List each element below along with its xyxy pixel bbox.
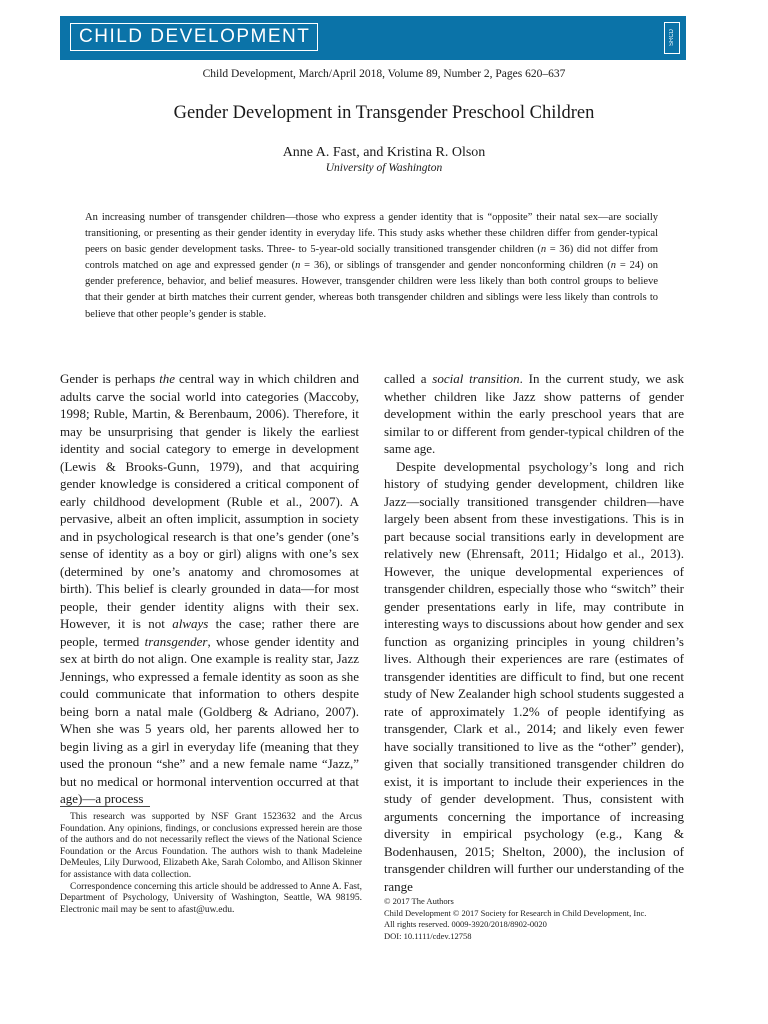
abstract-n: n <box>610 260 617 272</box>
emphasis-text: the <box>159 371 176 386</box>
body-text: the case; rather there are people, termed <box>60 616 359 649</box>
emphasis-text: transgender <box>144 633 208 649</box>
rights-line: All rights reserved. 0009-3920/2018/8902-0020 <box>384 919 547 929</box>
author-footnote <box>60 812 362 916</box>
copyright-block <box>384 896 694 942</box>
journal-title: CHILD DEVELOPMENT <box>79 26 311 47</box>
body-text: Gender is perhaps <box>60 371 160 386</box>
article-title: Gender Development in Transgender Preschool Children <box>173 103 595 123</box>
abstract-text: = 36) did not differ from controls matched on age and expressed gender ( <box>85 244 659 272</box>
body-paragraph <box>60 370 359 808</box>
body-column-right <box>384 370 684 895</box>
author-affiliation: University of Washington <box>325 162 443 174</box>
abstract-n: n <box>540 244 547 256</box>
journal-banner <box>60 16 686 60</box>
abstract <box>85 210 658 323</box>
srcd-logo-text: SRCD <box>668 29 675 47</box>
emphasis-text: social transition <box>432 371 520 386</box>
journal-citation: Child Development, March/April 2018, Volume 89, Number 2, Pages 620–637 <box>202 68 566 80</box>
body-column-left <box>60 370 359 808</box>
journal-title-box <box>70 23 318 51</box>
doi-line: DOI: 10.1111/cdev.12758 <box>384 930 472 941</box>
abstract-text: = 24) on gender preference, behavior, and belief measures. However, transgender children were less likely than both control groups to believe that their gender at birth matches their current gender, whereas both transgender children and siblings were less likely than controls to believe that other people’s gender is stable. <box>85 260 658 320</box>
funding-note: This research was supported by NSF Grant 1523632 and the Arcus Foundation. Any opinions, findings, or conclusions expressed herein are those of the authors and do not necessarily reflect the views of the National Science Foundation or the Arcus Foundation. The authors wish to thank Madeleine DeMeules, Lily Durwood, Elizabeth Ake, Sarah Colombo, and Allison Skinner for assistance with data collection. <box>60 812 362 880</box>
body-paragraph: Despite developmental psychology’s long and rich history of studying gender development, children like Jazz—socially transitioned transgender children—have largely been absent from these investigations. This is in part because social transitions early in development are relatively new (Ehrensaft, 2011; Hidalgo et al., 2013). However, the unique developmental experiences of transgender children, especially those who “switch” their gender presentations early in life, may contribute in interesting ways to discussions about how gender and sex function as organizing principles in young children’s lives. Although their experiences are rare (estimates of transgender identities are difficult to find, but one recent study of New Zealander high school students suggested a rate of approximately 1.2% of people identifying as transgender, Clark et al., 2014; and likely even fewer have socially transitioned to live as the “other” gender), given that socially transitioned transgender children do exist, it is important to include their experiences in the study of gender development. Thus, consistent with arguments concerning the importance of increasing diversity in empirical psychology (e.g., Kang & Bodenhausen, 2015; Shelton, 2000), the inclusion of transgender children will further our understanding of the range <box>384 458 684 894</box>
abstract-text: = 36), or siblings of transgender and gender nonconforming children ( <box>300 260 611 272</box>
body-text: . In the current study, we ask whether children like Jazz show patterns of gender development within the early preschool years that are similar to or different from gender-typical children of the same age. <box>384 371 684 456</box>
body-text: called a <box>384 371 433 386</box>
body-text: , whose gender identity and sex at birth do not align. One example is reality star, Jazz Jennings, who expressed a female identity as soon as she could communicate that information to others despite being born a natal male (Goldberg & Adriano, 2007). When she was 5 years old, her parents allowed her to begin living as a girl in everyday life (meaning that they used the pronoun “she” and a new female name “Jazz,” but no medical or hormonal intervention occurred at that age)—a process <box>60 633 359 806</box>
copyright-line: © 2017 The Authors <box>384 896 454 906</box>
abstract-text: An increasing number of transgender children—those who express a gender identity that is “opposite” their natal sex—are socially transitioning, or presenting as their gender identity in everyday life. This study asks whether these children differ from gender-typical peers on basic gender development tasks. Three- to 5-year-old socially transitioned transgender children ( <box>85 212 658 256</box>
srcd-logo-icon <box>664 22 680 54</box>
copyright-line: Child Development © 2017 Society for Research in Child Development, Inc. <box>384 907 647 918</box>
footnote-divider <box>60 806 150 807</box>
emphasis-text: always <box>172 616 209 631</box>
body-paragraph <box>384 370 684 458</box>
abstract-n: n <box>295 260 301 272</box>
article-authors: Anne A. Fast, and Kristina R. Olson <box>282 145 486 160</box>
correspondence-note: Correspondence concerning this article should be addressed to Anne A. Fast, Department of Psychology, University of Washington, Seattle, WA 98195. Electronic mail may be sent to afast@uw.edu. <box>60 881 362 915</box>
body-text: central way in which children and adults carve the social world into categories (Maccoby, 1998; Ruble, Martin, & Berenbaum, 2006). Therefore, it may be unsurprising that gender is likely the earliest identity and social category to emerge in development (Lewis & Brooks-Gunn, 1979), and that acquiring gender knowledge is considered a critical component of early childhood development (Ruble et al., 2007). A pervasive, albeit an often implicit, assumption in society and in psychological research is that one’s gender (one’s sense of identity as a boy or girl) aligns with one’s sex (determined by one’s anatomy and chromosomes at birth). This belief is clearly grounded in data—for most people, their gender identity aligns with their sex. However, it is not <box>60 371 360 631</box>
